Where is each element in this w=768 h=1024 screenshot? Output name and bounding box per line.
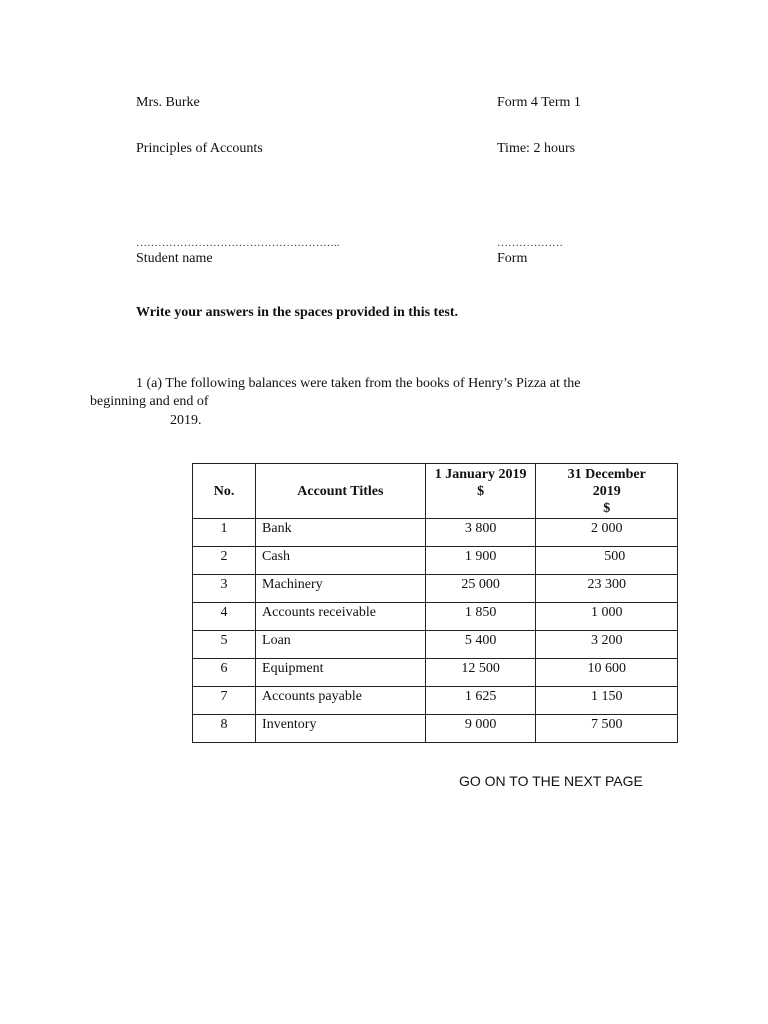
footer-next-page: GO ON TO THE NEXT PAGE	[459, 773, 643, 789]
cell-title: Inventory	[256, 715, 426, 743]
header-jan-line2: $	[477, 484, 485, 499]
cell-dec: 10 600	[536, 659, 678, 687]
header-dec-line3: $	[603, 501, 611, 516]
header-subject: Principles of Accounts	[136, 141, 263, 156]
cell-jan: 1 900	[425, 547, 536, 575]
header-dec-line2: 2019	[592, 484, 621, 499]
question-line-2: beginning and end of	[90, 394, 209, 409]
cell-title: Accounts receivable	[256, 603, 426, 631]
cell-dec: 3 200	[536, 631, 678, 659]
table-row	[193, 547, 678, 575]
header-dec-line1: 31 December	[567, 467, 646, 482]
table-row	[193, 519, 678, 547]
cell-title: Cash	[256, 547, 426, 575]
cell-title: Loan	[256, 631, 426, 659]
cell-jan: 1 850	[425, 603, 536, 631]
question-line-1: 1 (a) The following balances were taken from the books of Henry’s Pizza at the	[136, 376, 581, 391]
cell-no: 3	[193, 575, 256, 603]
cell-jan: 3 800	[425, 519, 536, 547]
header-teacher: Mrs. Burke	[136, 95, 200, 110]
cell-dec: 7 500	[536, 715, 678, 743]
cell-dec: 500	[536, 547, 678, 575]
cell-jan: 5 400	[425, 631, 536, 659]
header-31-december-2019	[536, 464, 678, 519]
cell-jan: 25 000	[425, 575, 536, 603]
cell-title: Accounts payable	[256, 687, 426, 715]
table-row	[193, 715, 678, 743]
table-row	[193, 603, 678, 631]
cell-no: 8	[193, 715, 256, 743]
header-account-titles: Account Titles	[256, 464, 426, 519]
cell-no: 7	[193, 687, 256, 715]
student-name-dots: ………………………………………………..	[136, 237, 340, 249]
question-line-3: 2019.	[170, 413, 202, 428]
balances-table	[192, 463, 678, 743]
cell-no: 4	[193, 603, 256, 631]
cell-dec: 1 000	[536, 603, 678, 631]
table-header-row	[193, 464, 678, 519]
header-time: Time: 2 hours	[497, 141, 576, 156]
form-label: Form	[497, 251, 528, 266]
header-no: No.	[193, 464, 256, 519]
header-jan-line1: 1 January 2019	[434, 467, 527, 482]
header-form-term: Form 4 Term 1	[497, 95, 581, 110]
header-1-january-2019	[425, 464, 536, 519]
cell-title: Machinery	[256, 575, 426, 603]
cell-no: 2	[193, 547, 256, 575]
cell-title: Bank	[256, 519, 426, 547]
cell-no: 5	[193, 631, 256, 659]
student-name-label: Student name	[136, 251, 213, 266]
table-row	[193, 631, 678, 659]
instructions: Write your answers in the spaces provided in this test.	[136, 305, 459, 320]
cell-jan: 9 000	[425, 715, 536, 743]
cell-no: 1	[193, 519, 256, 547]
cell-title: Equipment	[256, 659, 426, 687]
cell-dec: 2 000	[536, 519, 678, 547]
cell-no: 6	[193, 659, 256, 687]
table-row	[193, 659, 678, 687]
table-row	[193, 575, 678, 603]
cell-jan: 12 500	[425, 659, 536, 687]
cell-jan: 1 625	[425, 687, 536, 715]
table-row	[193, 687, 678, 715]
cell-dec: 1 150	[536, 687, 678, 715]
cell-dec: 23 300	[536, 575, 678, 603]
form-dots: ………………	[497, 237, 563, 249]
